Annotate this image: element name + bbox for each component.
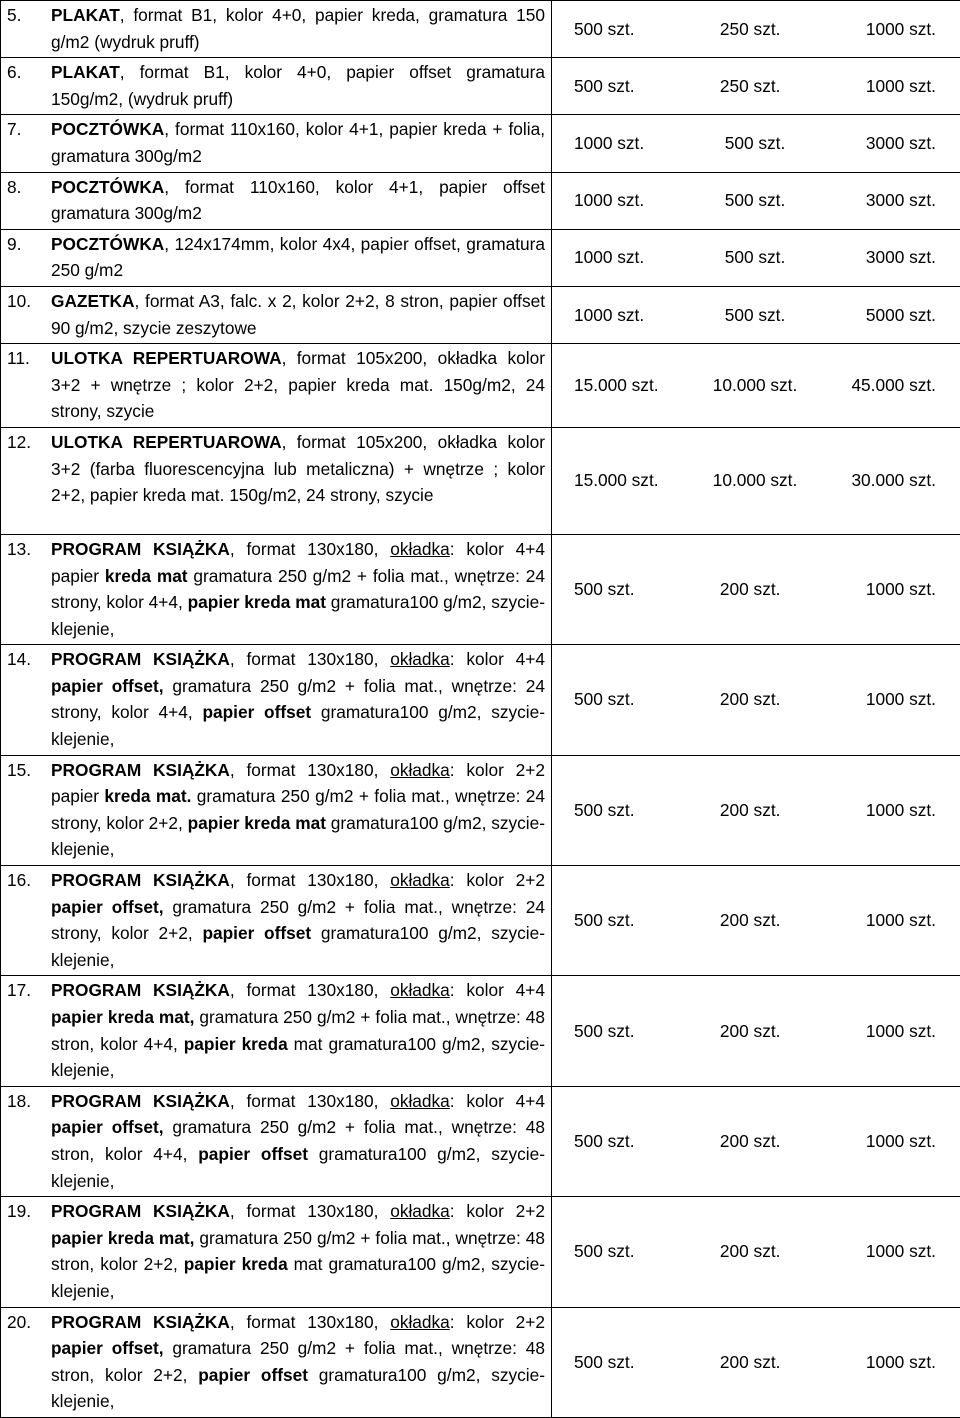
underlined-text: okładka	[390, 870, 450, 890]
item-number: 6.	[7, 59, 51, 112]
bold-text: PROGRAM KSIĄŻKA	[51, 760, 230, 780]
item-description	[51, 345, 545, 425]
quantity-value: 200 szt.	[720, 800, 781, 821]
bold-text: papier offset,	[51, 897, 164, 917]
underlined-text: okładka	[390, 1201, 450, 1221]
bold-text: PROGRAM KSIĄŻKA	[51, 539, 230, 559]
item-description-cell	[1, 755, 552, 865]
item-number: 5.	[7, 2, 51, 55]
quantity-value: 500 szt.	[574, 1131, 635, 1152]
quantity-value: 3000 szt.	[866, 133, 936, 154]
text-fragment: , format 110x160, kolor 4+1, papier offset gramatura 300g/m2	[51, 177, 545, 224]
quantity-value: 45.000 szt.	[851, 375, 936, 396]
text-fragment: , format 130x180,	[230, 760, 390, 780]
text-fragment: gramatura 250 g/m2 + folia mat., wnętrze: 48 stron, kolor 2+2,	[51, 1338, 545, 1385]
quantity-value: 500 szt.	[574, 1241, 635, 1262]
item-number: 11.	[7, 345, 51, 425]
item-description-cell	[1, 286, 552, 343]
text-fragment: gramatura100 g/m2, szycie-klejenie,	[51, 1365, 545, 1412]
text-fragment: : kolor 2+2	[450, 870, 545, 890]
table-row	[1, 645, 960, 755]
quantity-value: 1000 szt.	[866, 910, 936, 931]
text-fragment: : kolor 2+2 papier	[51, 760, 545, 807]
quantity-value: 1000 szt.	[574, 190, 644, 211]
item-description-cell	[1, 645, 552, 755]
text-fragment: mat gramatura100 g/m2, szycie-klejenie,	[51, 1254, 545, 1301]
quantity-value: 500 szt.	[574, 1352, 635, 1373]
quantity-value: 10.000 szt.	[713, 470, 798, 491]
item-number: 16.	[7, 867, 51, 973]
quantity-value: 1000 szt.	[866, 1241, 936, 1262]
bold-text: kreda mat	[105, 566, 188, 586]
item-description	[51, 174, 545, 227]
quantity-value: 500 szt.	[725, 247, 786, 268]
quantities-cell	[552, 1, 960, 58]
table-row	[1, 344, 960, 428]
bold-text: papier offset	[198, 1365, 308, 1385]
text-fragment: gramatura100 g/m2, szycie-klejenie,	[51, 923, 545, 970]
quantity-value: 1000 szt.	[866, 579, 936, 600]
quantity-value: 30.000 szt.	[851, 470, 936, 491]
quantity-value: 500 szt.	[725, 305, 786, 326]
bold-text: papier offset	[198, 1144, 308, 1164]
text-fragment: , format 110x160, kolor 4+1, papier kreda + folia, gramatura 300g/m2	[51, 119, 545, 166]
quantities-cell	[552, 1197, 960, 1307]
text-fragment: , format 130x180,	[230, 870, 390, 890]
text-fragment: , format 130x180,	[230, 980, 390, 1000]
text-fragment: gramatura 250 g/m2 + folia mat., wnętrze: 24 strony, kolor 4+4,	[51, 676, 545, 723]
text-fragment: , format 130x180,	[230, 1091, 390, 1111]
quantity-value: 1000 szt.	[866, 19, 936, 40]
quantities-cell	[552, 534, 960, 644]
bold-text: papier offset	[202, 702, 311, 722]
text-fragment: , format 130x180,	[230, 649, 390, 669]
text-fragment: gramatura 250 g/m2 + folia mat., wnętrze: 48 stron, kolor 4+4,	[51, 1007, 545, 1054]
quantity-value: 250 szt.	[720, 76, 781, 97]
quantity-value: 15.000 szt.	[574, 470, 659, 491]
table-row	[1, 1307, 960, 1417]
quantity-value: 1000 szt.	[866, 689, 936, 710]
text-fragment: : kolor 4+4 papier	[51, 539, 545, 586]
text-fragment: gramatura 250 g/m2 + folia mat., wnętrze: 24 strony, kolor 2+2,	[51, 786, 545, 833]
table-row	[1, 1086, 960, 1196]
quantity-value: 200 szt.	[720, 910, 781, 931]
text-fragment: gramatura 250 g/m2 + folia mat., wnętrze: 24 strony, kolor 4+4,	[51, 566, 545, 613]
underlined-text: okładka	[390, 760, 450, 780]
quantities-cell	[552, 172, 960, 229]
table-row	[1, 286, 960, 343]
quantity-value: 500 szt.	[574, 800, 635, 821]
bold-text: ULOTKA REPERTUAROWA	[51, 432, 282, 452]
quantity-value: 1000 szt.	[866, 800, 936, 821]
text-fragment: : kolor 4+4	[450, 1091, 545, 1111]
bold-text: papier kreda mat	[188, 813, 326, 833]
bold-text: papier kreda mat,	[51, 1228, 194, 1248]
item-number: 7.	[7, 116, 51, 169]
text-fragment: mat gramatura100 g/m2, szycie-klejenie,	[51, 1034, 545, 1081]
bold-text: papier kreda mat,	[51, 1007, 194, 1027]
bold-text: POCZTÓWKA	[51, 234, 164, 254]
quantity-value: 200 szt.	[720, 1021, 781, 1042]
item-description	[51, 646, 545, 752]
quantities-cell	[552, 645, 960, 755]
item-number: 20.	[7, 1309, 51, 1415]
text-fragment: , format 105x200, okładka kolor 3+2 (farba fluorescencyjna lub metaliczna) + wnętrze ; kolor 2+2, papier kreda mat. 150g/m2, 24 strony, szycie	[51, 432, 545, 505]
item-description	[51, 288, 545, 341]
quantities-cell	[552, 755, 960, 865]
quantity-value: 1000 szt.	[866, 1131, 936, 1152]
quantity-value: 3000 szt.	[866, 247, 936, 268]
quantity-value: 10.000 szt.	[713, 375, 798, 396]
bold-text: papier offset,	[51, 1117, 164, 1137]
item-number: 17.	[7, 977, 51, 1083]
text-fragment: , format B1, kolor 4+0, papier offset gramatura 150g/m2, (wydruk pruff)	[51, 62, 545, 109]
table-row	[1, 427, 960, 534]
item-description	[51, 1088, 545, 1194]
item-number: 18.	[7, 1088, 51, 1194]
text-fragment: , format 105x200, okładka kolor 3+2 + wnętrze ; kolor 2+2, papier kreda mat. 150g/m2, 24 strony, szycie	[51, 348, 545, 421]
quantity-value: 200 szt.	[720, 1131, 781, 1152]
text-fragment: , format 130x180,	[230, 539, 390, 559]
bold-text: PROGRAM KSIĄŻKA	[51, 980, 230, 1000]
quantities-cell	[552, 344, 960, 428]
underlined-text: okładka	[390, 539, 450, 559]
item-number: 19.	[7, 1198, 51, 1304]
bold-text: papier offset,	[51, 1338, 164, 1358]
item-description	[51, 1309, 545, 1415]
item-description	[51, 2, 545, 55]
quantities-cell	[552, 115, 960, 172]
item-number: 10.	[7, 288, 51, 341]
item-description	[51, 231, 545, 284]
quantity-value: 500 szt.	[725, 133, 786, 154]
bold-text: papier offset	[202, 923, 311, 943]
table-row	[1, 58, 960, 115]
bold-text: papier kreda	[184, 1254, 288, 1274]
item-description-cell	[1, 427, 552, 534]
quantities-cell	[552, 229, 960, 286]
bold-text: GAZETKA	[51, 291, 135, 311]
text-fragment: : kolor 2+2	[450, 1201, 545, 1221]
bold-text: PROGRAM KSIĄŻKA	[51, 1201, 230, 1221]
quantity-value: 500 szt.	[574, 19, 635, 40]
item-description-cell	[1, 1, 552, 58]
quantity-value: 200 szt.	[720, 689, 781, 710]
underlined-text: okładka	[390, 980, 450, 1000]
bold-text: ULOTKA REPERTUAROWA	[51, 348, 282, 368]
text-fragment: gramatura 250 g/m2 + folia mat., wnętrze: 48 stron, kolor 4+4,	[51, 1117, 545, 1164]
item-number: 12.	[7, 429, 51, 509]
underlined-text: okładka	[390, 649, 450, 669]
bold-text: papier kreda	[184, 1034, 288, 1054]
quantity-value: 3000 szt.	[866, 190, 936, 211]
text-fragment: : kolor 2+2	[450, 1312, 545, 1332]
item-number: 9.	[7, 231, 51, 284]
bold-text: PROGRAM KSIĄŻKA	[51, 870, 230, 890]
bold-text: papier kreda mat	[188, 592, 326, 612]
item-description-cell	[1, 344, 552, 428]
quantity-value: 500 szt.	[574, 1021, 635, 1042]
text-fragment: : kolor 4+4	[450, 980, 545, 1000]
text-fragment: , format 130x180,	[230, 1312, 390, 1332]
item-description-cell	[1, 976, 552, 1086]
text-fragment: gramatura100 g/m2, szycie-klejenie,	[51, 592, 545, 639]
quantities-cell	[552, 1307, 960, 1417]
bold-text: PLAKAT	[51, 5, 120, 25]
table-row	[1, 976, 960, 1086]
quantity-value: 1000 szt.	[866, 1352, 936, 1373]
item-number: 8.	[7, 174, 51, 227]
table-row	[1, 534, 960, 644]
text-fragment: gramatura100 g/m2, szycie-klejenie,	[51, 1144, 545, 1191]
underlined-text: okładka	[390, 1312, 450, 1332]
item-description-cell	[1, 172, 552, 229]
quantity-value: 1000 szt.	[574, 305, 644, 326]
quantity-value: 500 szt.	[574, 76, 635, 97]
bold-text: papier offset,	[51, 676, 164, 696]
text-fragment: gramatura100 g/m2, szycie-klejenie,	[51, 813, 545, 860]
bold-text: POCZTÓWKA	[51, 119, 164, 139]
item-number: 14.	[7, 646, 51, 752]
quantities-cell	[552, 866, 960, 976]
bold-text: kreda mat.	[104, 786, 191, 806]
quantity-value: 1000 szt.	[574, 133, 644, 154]
table-row	[1, 1, 960, 58]
item-number: 15.	[7, 757, 51, 863]
table-row	[1, 755, 960, 865]
item-description	[51, 59, 545, 112]
quantity-value: 200 szt.	[720, 1352, 781, 1373]
item-description-cell	[1, 866, 552, 976]
text-fragment: gramatura 250 g/m2 + folia mat., wnętrze: 48 stron, kolor 2+2,	[51, 1228, 545, 1275]
quantity-value: 250 szt.	[720, 19, 781, 40]
item-description-cell	[1, 58, 552, 115]
item-description	[51, 757, 545, 863]
underlined-text: okładka	[390, 1091, 450, 1111]
bold-text: PLAKAT	[51, 62, 120, 82]
quantities-cell	[552, 976, 960, 1086]
item-description-cell	[1, 229, 552, 286]
text-fragment: gramatura 250 g/m2 + folia mat., wnętrze: 24 strony, kolor 2+2,	[51, 897, 545, 944]
bold-text: PROGRAM KSIĄŻKA	[51, 1091, 230, 1111]
item-description-cell	[1, 1307, 552, 1417]
quantity-value: 200 szt.	[720, 1241, 781, 1262]
quantity-value: 500 szt.	[574, 689, 635, 710]
quantity-value: 1000 szt.	[866, 1021, 936, 1042]
item-description-cell	[1, 1197, 552, 1307]
table-row	[1, 866, 960, 976]
item-description	[51, 429, 545, 509]
quantity-value: 15.000 szt.	[574, 375, 659, 396]
text-fragment: : kolor 4+4	[450, 649, 545, 669]
quantity-value: 200 szt.	[720, 579, 781, 600]
quantity-value: 1000 szt.	[866, 76, 936, 97]
table-row	[1, 172, 960, 229]
table-row	[1, 115, 960, 172]
quantity-value: 500 szt.	[574, 910, 635, 931]
table-row	[1, 229, 960, 286]
item-description	[51, 977, 545, 1083]
item-description-cell	[1, 1086, 552, 1196]
item-description	[51, 116, 545, 169]
quantity-value: 500 szt.	[574, 579, 635, 600]
text-fragment: , 124x174mm, kolor 4x4, papier offset, gramatura 250 g/m2	[51, 234, 545, 281]
item-description	[51, 1198, 545, 1304]
text-fragment: , format B1, kolor 4+0, papier kreda, gramatura 150 g/m2 (wydruk pruff)	[51, 5, 545, 52]
quantities-cell	[552, 58, 960, 115]
text-fragment: gramatura100 g/m2, szycie-klejenie,	[51, 702, 545, 749]
bold-text: POCZTÓWKA	[51, 177, 164, 197]
table-body	[1, 1, 960, 1418]
quantities-cell	[552, 1086, 960, 1196]
item-description-cell	[1, 534, 552, 644]
text-fragment: , format 130x180,	[230, 1201, 390, 1221]
quantities-cell	[552, 427, 960, 534]
item-description	[51, 867, 545, 973]
quantity-value: 5000 szt.	[866, 305, 936, 326]
bold-text: PROGRAM KSIĄŻKA	[51, 1312, 230, 1332]
quantities-cell	[552, 286, 960, 343]
table-row	[1, 1197, 960, 1307]
bold-text: PROGRAM KSIĄŻKA	[51, 649, 230, 669]
quantity-value: 1000 szt.	[574, 247, 644, 268]
item-description-cell	[1, 115, 552, 172]
text-fragment: , format A3, falc. x 2, kolor 2+2, 8 stron, papier offset 90 g/m2, szycie zeszytowe	[51, 291, 545, 338]
item-description	[51, 536, 545, 642]
item-number: 13.	[7, 536, 51, 642]
quantity-value: 500 szt.	[725, 190, 786, 211]
